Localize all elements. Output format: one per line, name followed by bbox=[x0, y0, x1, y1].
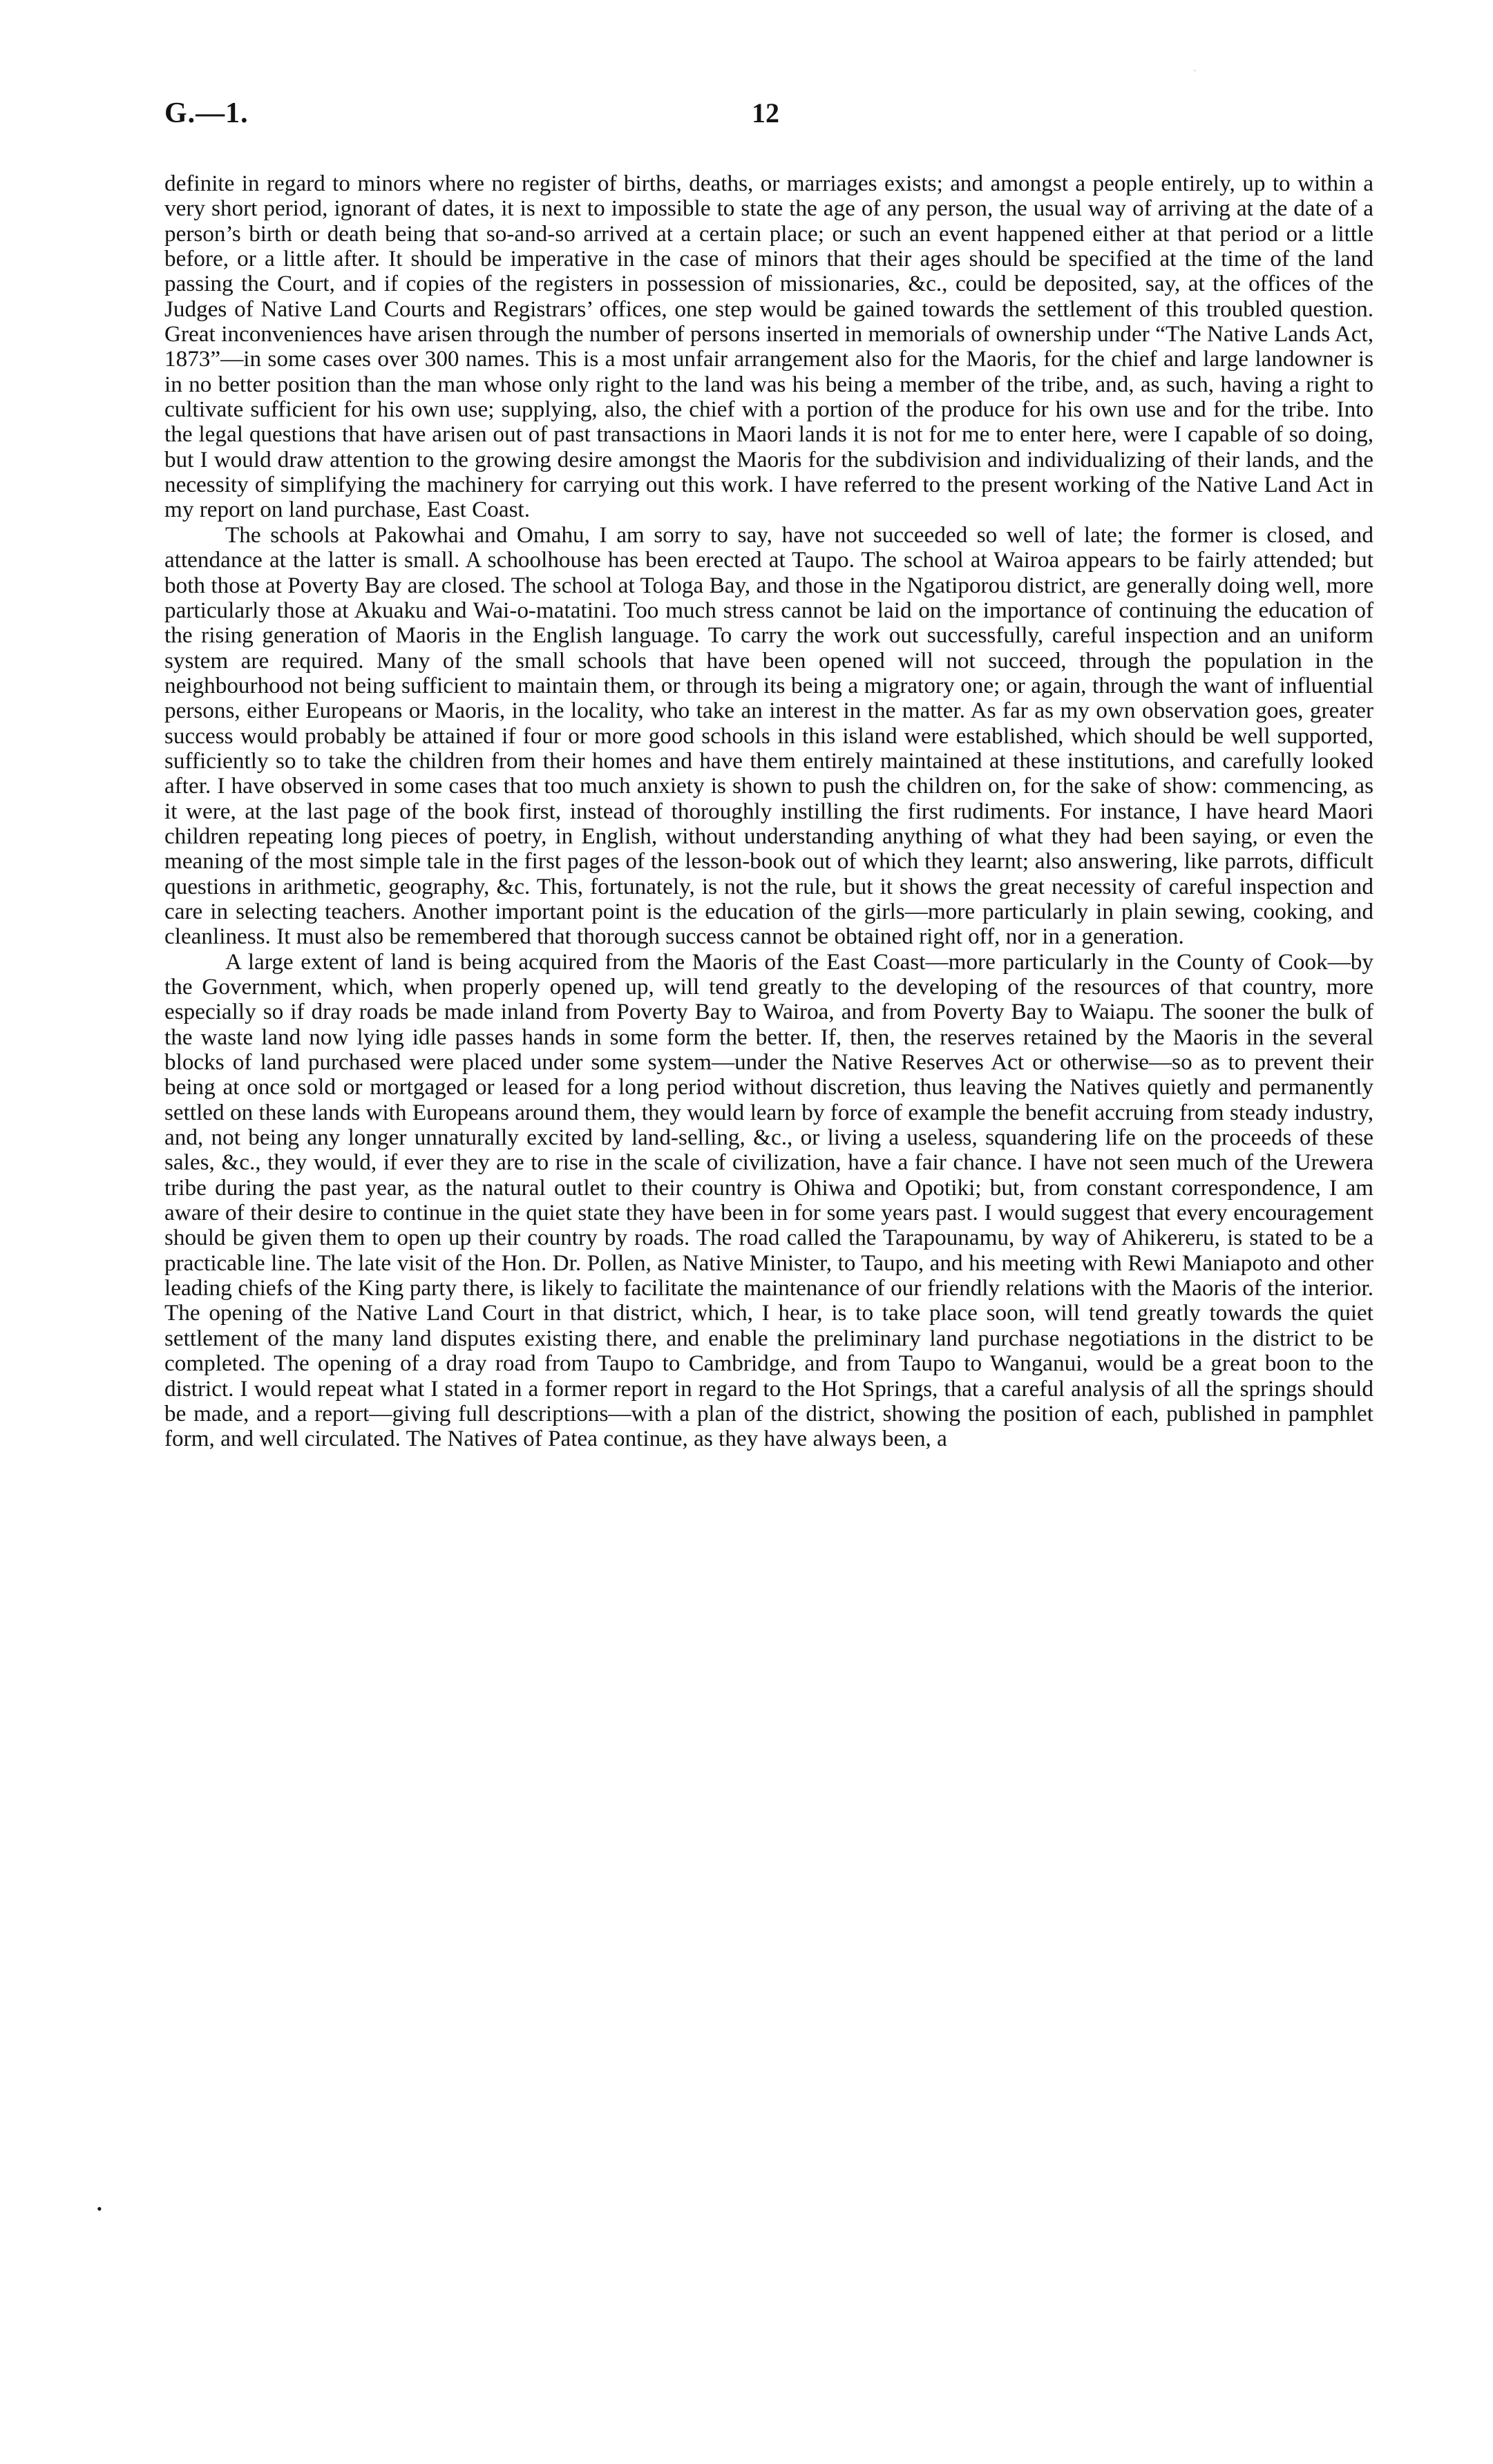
page-header bbox=[164, 97, 1373, 138]
document-reference: G.—1. bbox=[164, 97, 249, 129]
paragraph-east-coast-land: A large extent of land is being acquired from the Maoris of the East Coast—more particularly in the County of Cook—by the Government, which, when properly opened up, will tend greatly to the developing of the resources of that country, more especially so if dray roads be made inland from Poverty Bay to Wairoa, and from Poverty Bay to Waiapu. The sooner the bulk of the waste land now lying idle passes hands in some form the better. If, then, the reserves retained by the Maoris in the several blocks of land purchased were placed under some system—under the Native Reserves Act or otherwise—so as to prevent their being at once sold or mortgaged or leased for a long period without discretion, thus leaving the Natives quietly and permanently settled on these lands with Europeans around them, they would learn by force of example the benefit accruing from steady industry, and, not being any longer unnaturally excited by land-selling, &c., or living a useless, squandering life on the proceeds of these sales, &c., they would, if ever they are to rise in the scale of civilization, have a fair chance. I have not seen much of the Urewera tribe during the past year, as the natural outlet to their country is Ohiwa and Opotiki; but, from constant correspondence, I am aware of their desire to continue in the quiet state they have been in for some years past. I would suggest that every encouragement should be given them to open up their country by roads. The road called the Tarapounamu, by way of Ahikereru, is stated to be a practicable line. The late visit of the Hon. Dr. Pollen, as Native Minister, to Taupo, and his meeting with Rewi Maniapoto and other leading chiefs of the King party there, is likely to facilitate the maintenance of our friendly relations with the Maoris of the interior. The opening of the Native Land Court in that district, which, I hear, is to take place soon, will tend greatly towards the quiet settlement of the many land disputes existing there, and enable the preliminary land purchase negotiations in the district to be completed. The opening of a dray road from Taupo to Cambridge, and from Taupo to Wanganui, would be a great boon to the district. I would repeat what I stated in a former report in regard to the Hot Springs, that a careful analysis of all the springs should be made, and a report—giving full descriptions—with a plan of the district, showing the position of each, published in pamphlet form, and well circulated. The Natives of Patea continue, as they have always been, a bbox=[164, 948, 1373, 1452]
page-number: 12 bbox=[752, 97, 779, 128]
scan-speck-mark: • bbox=[97, 2200, 102, 2217]
scan-speck-mark: · bbox=[1194, 68, 1196, 74]
paragraph-minors-land-registers: definite in regard to minors where no register of births, deaths, or marriages exists; and amongst a people entirely, up to within a very short period, ignorant of dates, it is next to impossible to state the age of any person, the usual way of arriving at the date of a person’s birth or death being that so-and-so arrived at a certain place; or such an event happened either at that period or a little before, or a little after. It should be imperative in the case of minors that their ages should be specified at the time of the land passing the Court, and if copies of the registers in possession of missionaries, &c., could be deposited, say, at the offices of the Judges of Native Land Courts and Registrars’ offices, one step would be gained towards the settlement of this troubled question. Great inconveniences have arisen through the number of persons inserted in memorials of ownership under “The Native Lands Act, 1873”—in some cases over 300 names. This is a most unfair arrangement also for the Maoris, for the chief and large landowner is in no better position than the man whose only right to the land was his being a member of the tribe, and, as such, having a right to cultivate sufficient for his own use; supplying, also, the chief with a portion of the produce for his own use and for the tribe. Into the legal questions that have arisen out of past transactions in Maori lands it is not for me to enter here, were I capable of so doing, but I would draw attention to the growing desire amongst the Maoris for the subdivision and individualizing of their lands, and the necessity of simplifying the machinery for carrying out this work. I have referred to the present working of the Native Land Act in my report on land purchase, East Coast. bbox=[164, 171, 1373, 523]
paragraph-schools: The schools at Pakowhai and Omahu, I am sorry to say, have not succeeded so well of late; the former is closed, and attendance at the latter is small. A schoolhouse has been erected at Taupo. The school at Wairoa appears to be fairly attended; but both those at Poverty Bay are closed. The school at Tologa Bay, and those in the Ngatiporou district, are generally doing well, more particularly those at Akuaku and Wai-o-matatini. Too much stress cannot be laid on the importance of continuing the education of the rising generation of Maoris in the English language. To carry the work out successfully, careful inspection and an uniform system are required. Many of the small schools that have been opened will not succeed, through the population in the neighbourhood not being sufficient to maintain them, or through its being a migratory one; or again, through the want of influential persons, either Europeans or Maoris, in the locality, who take an interest in the matter. As far as my own observation goes, greater success would probably be attained if four or more good schools in this island were established, which should be well supported, sufficiently so to take the children from their homes and have them entirely maintained at these institutions, and carefully looked after. I have observed in some cases that too much anxiety is shown to push the children on, for the sake of show: commencing, as it were, at the last page of the book first, instead of thoroughly instilling the first rudiments. For instance, I have heard Maori children repeating long pieces of poetry, in English, without understanding anything of what they had been saying, or even the meaning of the most simple tale in the first pages of the lesson-book out of which they learnt; also answering, like parrots, difficult questions in arithmetic, geography, &c. This, fortunately, is not the rule, but it shows the great necessity of careful inspection and care in selecting teachers. Another important point is the education of the girls—more particularly in plain sewing, cooking, and cleanliness. It must also be remembered that thorough success cannot be obtained right off, nor in a generation. bbox=[164, 522, 1373, 950]
body-text bbox=[164, 171, 1373, 1452]
